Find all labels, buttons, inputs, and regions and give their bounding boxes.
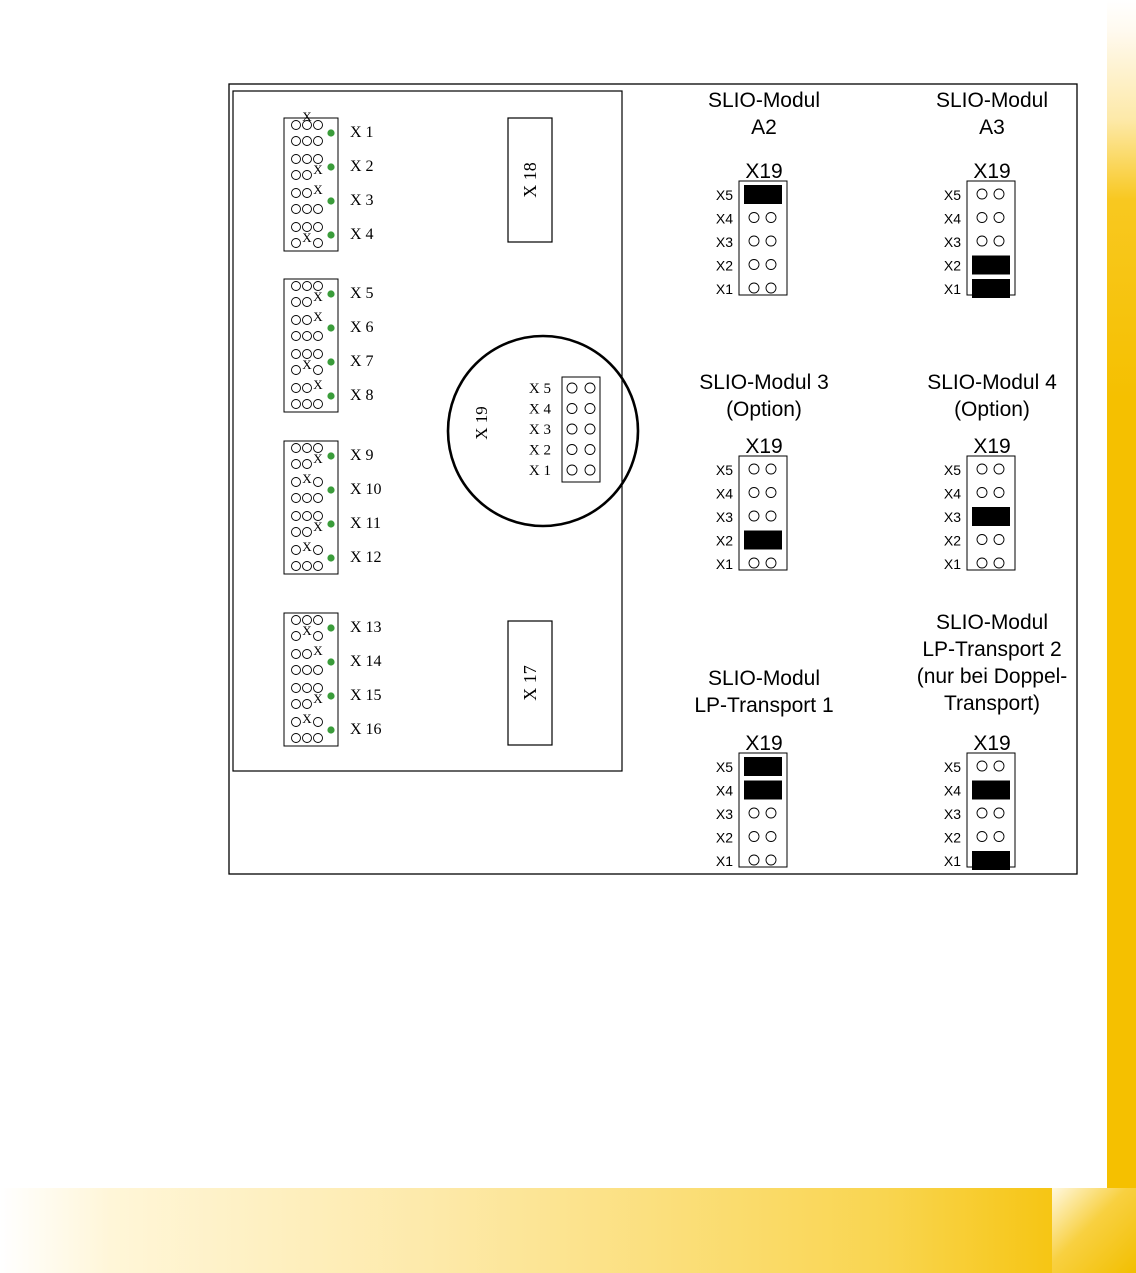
board-jumper-label: X 10 (350, 481, 382, 498)
pin (977, 213, 987, 223)
pin (749, 855, 759, 865)
pin (766, 808, 776, 818)
pin (994, 761, 1004, 771)
pin (749, 558, 759, 568)
x18-label: X 18 (520, 162, 540, 198)
jumper-marker: X (313, 289, 323, 304)
pin (314, 734, 323, 743)
pin (585, 465, 595, 475)
pin (292, 666, 301, 675)
led-indicator (327, 726, 334, 733)
jumper-marker: X (302, 471, 312, 486)
pin (977, 761, 987, 771)
pin (292, 528, 301, 537)
pin (303, 137, 312, 146)
pin (292, 494, 301, 503)
pin (977, 488, 987, 498)
pin-row-label: X5 (943, 462, 961, 478)
module-title-line: A2 (751, 116, 777, 139)
pin (292, 734, 301, 743)
pin (977, 808, 987, 818)
pin (292, 632, 301, 641)
pin (314, 400, 323, 409)
header-label: X19 (745, 732, 783, 755)
led-indicator (327, 231, 334, 238)
led-indicator (327, 392, 334, 399)
pin-row-label: X1 (715, 556, 733, 572)
jumper-marker: X (302, 109, 312, 124)
jumper-set (972, 781, 1010, 800)
pin (292, 684, 301, 693)
pin (303, 512, 312, 521)
pin (567, 465, 577, 475)
jumper-set (744, 757, 782, 776)
header-label: X19 (973, 435, 1011, 458)
pin-row-label: X3 (715, 806, 733, 822)
board-jumper-label: X 8 (350, 387, 374, 404)
pin-row-label: X4 (943, 485, 961, 502)
pin-row-label: X5 (943, 187, 961, 203)
jumper-set (744, 531, 782, 550)
pin-row-label: X3 (943, 509, 961, 525)
pin (749, 464, 759, 474)
pin (314, 121, 323, 130)
pin (314, 350, 323, 359)
pin-row-label: X2 (943, 257, 961, 274)
jumper-set (972, 851, 1010, 870)
board-jumper-label: X 3 (350, 192, 374, 209)
board-jumper-label: X 13 (350, 619, 382, 636)
module-title-line: Transport) (943, 692, 1041, 715)
pin-row-label: X2 (943, 829, 961, 846)
led-indicator (327, 486, 334, 493)
pin (766, 213, 776, 223)
pin (994, 535, 1004, 545)
module-title-line: SLIO-Modul (935, 611, 1049, 634)
pin (585, 424, 595, 434)
pin (292, 650, 301, 659)
jumper-marker: X (313, 643, 323, 658)
pin (314, 223, 323, 232)
pin (292, 121, 301, 130)
led-indicator (327, 520, 334, 527)
pin (994, 464, 1004, 474)
module-config (708, 89, 820, 297)
pin (314, 666, 323, 675)
pin (292, 384, 301, 393)
pin (766, 488, 776, 498)
pin (303, 298, 312, 307)
pin (303, 528, 312, 537)
pin-row-label: X4 (715, 210, 733, 227)
pin-row-label: X3 (715, 509, 733, 525)
pin-row-label: X2 (715, 532, 733, 549)
board-jumper-label: X 4 (350, 226, 374, 243)
pin (292, 700, 301, 709)
board-jumper-label: X 9 (350, 447, 374, 464)
module-title-line: LP-Transport 2 (922, 638, 1062, 661)
led-indicator (327, 163, 334, 170)
pin (292, 282, 301, 291)
led-indicator (327, 129, 334, 136)
pin (303, 684, 312, 693)
module-title-line: SLIO-Modul 3 (699, 371, 829, 394)
pin (749, 260, 759, 270)
x19-detail-row-label: X 5 (528, 381, 551, 397)
pin (766, 283, 776, 293)
led-indicator (327, 358, 334, 365)
pin (303, 444, 312, 453)
board-jumper-label: X 16 (350, 721, 382, 738)
pin (994, 808, 1004, 818)
x19-detail-row-label: X 1 (528, 463, 551, 479)
pin (585, 383, 595, 393)
pin-row-label: X5 (715, 187, 733, 203)
pin (567, 383, 577, 393)
header-label: X19 (973, 160, 1011, 183)
pin (292, 205, 301, 214)
pin (303, 189, 312, 198)
header-box (967, 753, 1015, 867)
pin (292, 298, 301, 307)
pin (292, 512, 301, 521)
pin (292, 350, 301, 359)
pin (292, 332, 301, 341)
pin (292, 718, 301, 727)
led-indicator (327, 624, 334, 631)
x19-detail-label: X 19 (472, 406, 491, 440)
jumper-marker: X (302, 539, 312, 554)
pin-row-label: X3 (943, 806, 961, 822)
pin (749, 236, 759, 246)
pin (303, 316, 312, 325)
pin (977, 189, 987, 199)
led-indicator (327, 197, 334, 204)
pin (977, 535, 987, 545)
led-indicator (327, 554, 334, 561)
jumper-set (744, 185, 782, 204)
pin-row-label: X5 (715, 759, 733, 775)
pin (292, 366, 301, 375)
pin (994, 832, 1004, 842)
led-indicator (327, 658, 334, 665)
module-config (694, 667, 833, 869)
pin-row-label: X3 (715, 234, 733, 250)
jumper-set (972, 279, 1010, 298)
pin (314, 562, 323, 571)
header-label: X19 (973, 732, 1011, 755)
pin (567, 424, 577, 434)
pin (766, 260, 776, 270)
led-indicator (327, 692, 334, 699)
pin (303, 650, 312, 659)
pin-row-label: X2 (943, 532, 961, 549)
header-box (967, 181, 1015, 295)
header-label: X19 (745, 160, 783, 183)
pin (292, 239, 301, 248)
module-title-line: (Option) (954, 398, 1030, 421)
pin (766, 855, 776, 865)
pin (303, 734, 312, 743)
jumper-block (284, 279, 338, 412)
module-title-line: SLIO-Modul 4 (927, 371, 1057, 394)
x17-label: X 17 (520, 665, 540, 701)
pin (977, 832, 987, 842)
pin (749, 213, 759, 223)
pin (303, 400, 312, 409)
board-jumper-label: X 14 (350, 653, 382, 670)
board-jumper-label: X 1 (350, 124, 374, 141)
jumper-block (284, 441, 338, 574)
pin-row-label: X3 (943, 234, 961, 250)
header-box (739, 456, 787, 570)
pin (292, 546, 301, 555)
pin (749, 488, 759, 498)
jumper-marker: X (313, 162, 323, 177)
pin (567, 445, 577, 455)
pin-row-label: X2 (715, 829, 733, 846)
pin (314, 632, 323, 641)
jumper-marker: X (302, 711, 312, 726)
pin-row-label: X1 (943, 556, 961, 572)
pin (314, 239, 323, 248)
pin-row-label: X4 (715, 782, 733, 799)
pin-row-label: X2 (715, 257, 733, 274)
pin (766, 558, 776, 568)
jumper-set (744, 781, 782, 800)
pin-row-label: X4 (715, 485, 733, 502)
jumper-marker: X (302, 230, 312, 245)
module-config (917, 611, 1068, 870)
pin (749, 511, 759, 521)
pin (292, 400, 301, 409)
pin (292, 460, 301, 469)
led-indicator (327, 452, 334, 459)
jumper-set (972, 256, 1010, 275)
led-indicator (327, 290, 334, 297)
pin (292, 316, 301, 325)
module-config (936, 89, 1048, 298)
pin (292, 562, 301, 571)
jumper-marker: X (313, 691, 323, 706)
pin (977, 236, 987, 246)
module-config (699, 371, 829, 572)
pin (994, 488, 1004, 498)
jumper-marker: X (313, 182, 323, 197)
pin (749, 832, 759, 842)
board-jumper-label: X 12 (350, 549, 382, 566)
pin (977, 558, 987, 568)
pin (994, 236, 1004, 246)
pin (314, 616, 323, 625)
module-title-line: LP-Transport 1 (694, 694, 834, 717)
pin (994, 213, 1004, 223)
pin (292, 223, 301, 232)
module-title-line: SLIO-Modul (707, 89, 821, 112)
pin (314, 366, 323, 375)
pin-row-label: X5 (715, 462, 733, 478)
led-indicator (327, 324, 334, 331)
pin (292, 478, 301, 487)
pin-row-label: X4 (943, 782, 961, 799)
pin (314, 332, 323, 341)
pin (303, 171, 312, 180)
pin-row-label: X4 (943, 210, 961, 227)
pin (292, 189, 301, 198)
pin-row-label: X1 (943, 281, 961, 297)
pin (303, 155, 312, 164)
pin (766, 236, 776, 246)
pin (303, 562, 312, 571)
pin (994, 189, 1004, 199)
pin (292, 171, 301, 180)
pin (585, 404, 595, 414)
pin (994, 558, 1004, 568)
module-title-line: (nur bei Doppel- (916, 665, 1068, 688)
board-jumper-groups (284, 109, 382, 746)
pin (567, 404, 577, 414)
module-title-line: SLIO-Modul (707, 667, 821, 690)
jumper-marker: X (313, 377, 323, 392)
jumper-marker: X (302, 623, 312, 638)
pin (585, 445, 595, 455)
pin (766, 464, 776, 474)
pin (314, 546, 323, 555)
pin (303, 332, 312, 341)
jumper-set (972, 507, 1010, 526)
board-jumper-label: X 11 (350, 515, 381, 532)
pin (314, 718, 323, 727)
x19-detail-row-label: X 2 (528, 442, 551, 459)
pin (292, 444, 301, 453)
pin (314, 494, 323, 503)
jumper-marker: X (313, 309, 323, 324)
pin-row-label: X1 (715, 281, 733, 297)
board-jumper-label: X 15 (350, 687, 382, 704)
pin (749, 808, 759, 818)
board-jumper-label: X 5 (350, 285, 374, 302)
jumper-marker: X (313, 451, 323, 466)
pin (766, 511, 776, 521)
pin (314, 137, 323, 146)
pin (303, 282, 312, 291)
x19-detail-row-label: X 4 (528, 401, 551, 418)
pin (303, 460, 312, 469)
pin (303, 494, 312, 503)
pin (292, 155, 301, 164)
module-configs (694, 89, 1067, 870)
pin (303, 700, 312, 709)
pin (977, 464, 987, 474)
pin (314, 478, 323, 487)
pin (292, 616, 301, 625)
pin-row-label: X1 (943, 853, 961, 869)
board-jumper-label: X 6 (350, 319, 374, 336)
module-title-line: A3 (979, 116, 1005, 139)
pin (303, 205, 312, 214)
pin-row-label: X5 (943, 759, 961, 775)
board-jumper-label: X 2 (350, 158, 374, 175)
module-title-line: (Option) (726, 398, 802, 421)
pin-row-label: X1 (715, 853, 733, 869)
module-config (927, 371, 1057, 572)
jumper-marker: X (313, 519, 323, 534)
pin (314, 205, 323, 214)
pin (749, 283, 759, 293)
header-label: X19 (745, 435, 783, 458)
module-title-line: SLIO-Modul (935, 89, 1049, 112)
x19-detail-row-label: X 3 (528, 422, 551, 438)
pin (766, 832, 776, 842)
jumper-marker: X (302, 357, 312, 372)
pin (303, 384, 312, 393)
pin (292, 137, 301, 146)
pin (303, 666, 312, 675)
board-jumper-label: X 7 (350, 353, 374, 370)
